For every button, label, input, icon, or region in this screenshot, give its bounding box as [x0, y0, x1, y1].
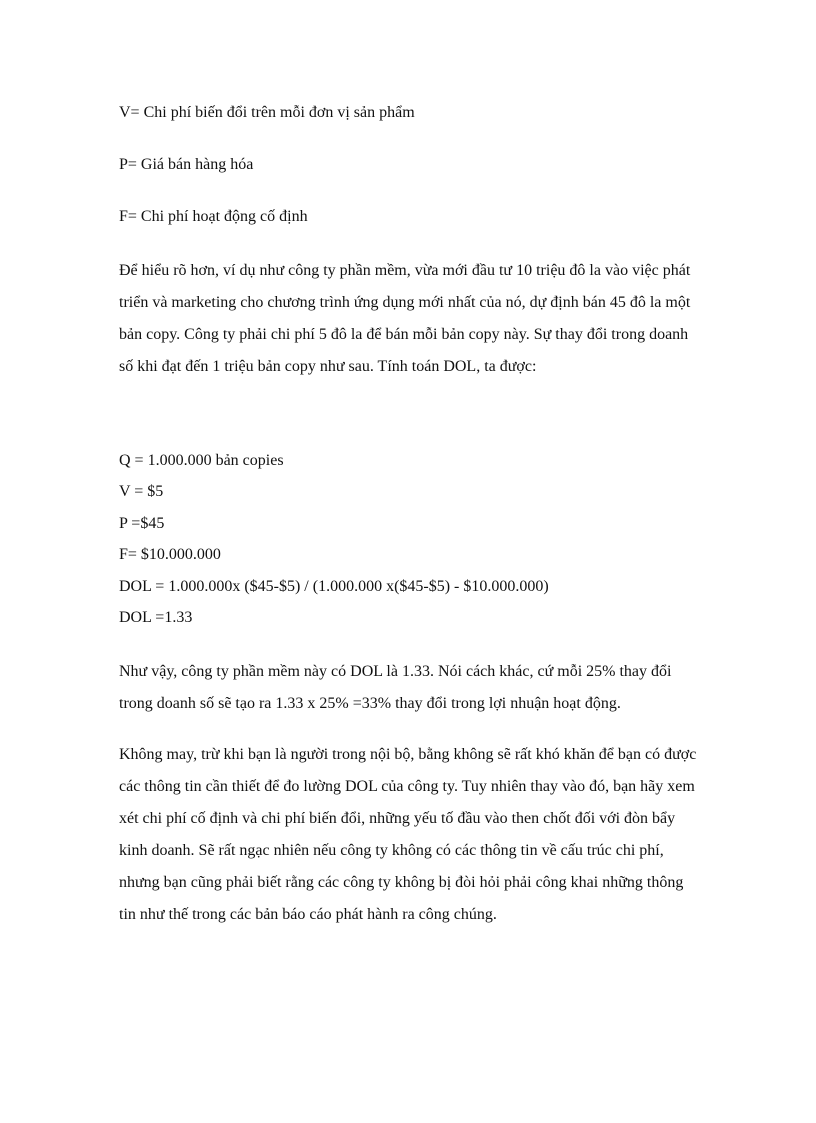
calc-q: Q = 1.000.000 bản copies — [119, 452, 284, 469]
calc-f: F= $10.000.000 — [119, 546, 221, 563]
definition-p: P= Giá bán hàng hóa — [119, 156, 254, 173]
calc-v: V = $5 — [119, 483, 164, 500]
example-intro-paragraph: Để hiểu rõ hơn, ví dụ như công ty phần mềm, vừa mới đầu tư 10 triệu đô la vào việc phát triển và marketing cho chương trình ứng dụng mới nhất của nó, dự định bán 45 đô la một bản copy. Công ty phải chi phí 5 đô la để bán mỗi bản copy này. Sự thay đổi trong doanh số khi đạt đến 1 triệu bản copy như sau. Tính toán DOL, ta được: — [119, 262, 691, 375]
definition-v: V= Chi phí biến đổi trên mỗi đơn vị sản phẩm — [119, 104, 415, 121]
note-paragraph: Không may, trừ khi bạn là người trong nội bộ, bằng không sẽ rất khó khăn để bạn có được các thông tin cần thiết để đo lường DOL của công ty. Tuy nhiên thay vào đó, bạn hãy xem xét chi phí cố định và chi phí biến đổi, những yếu tố đầu vào then chốt đối với đòn bẩy kinh doanh. Sẽ rất ngạc nhiên nếu công ty không có các thông tin về cấu trúc chi phí, nhưng bạn cũng phải biết rằng các công ty không bị đòi hỏi phải công khai những thông tin như thế trong các bản báo cáo phát hành ra công chúng. — [119, 746, 697, 923]
definition-f: F= Chi phí hoạt động cố định — [119, 208, 308, 225]
conclusion-paragraph: Như vậy, công ty phần mềm này có DOL là 1.33. Nói cách khác, cứ mỗi 25% thay đổi trong doanh số sẽ tạo ra 1.33 x 25% =33% thay đổi trong lợi nhuận hoạt động. — [119, 663, 672, 712]
calc-p: P =$45 — [119, 515, 165, 532]
calc-dol-formula: DOL = 1.000.000x ($45-$5) / (1.000.000 x($45-$5) - $10.000.000) — [119, 578, 549, 595]
calc-dol-result: DOL =1.33 — [119, 609, 193, 626]
